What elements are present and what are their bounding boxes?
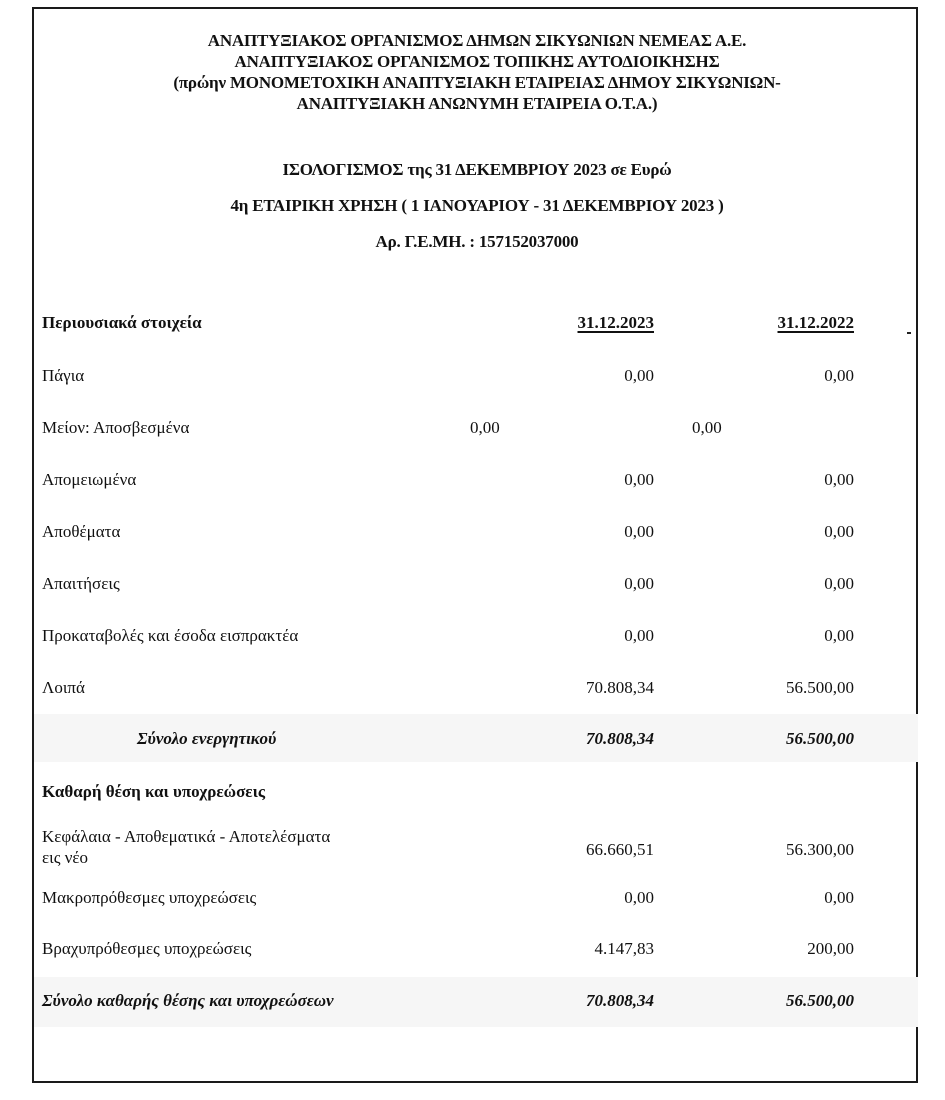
value-2023: 0,00: [624, 522, 654, 541]
value-2023: 0,00: [624, 626, 654, 645]
value-2023: 0,00: [624, 366, 654, 385]
column-header-2023: 31.12.2023: [577, 313, 654, 332]
value-2023: 66.660,51: [586, 840, 654, 859]
table-row: [34, 364, 920, 388]
fiscal-year: 4η ΕΤΑΙΡΙΚΗ ΧΡΗΣΗ ( 1 ΙΑΝΟΥΑΡΙΟΥ - 31 ΔΕΚΕΜΒΡΙΟΥ 2023 ): [230, 196, 724, 215]
column-header-2022: 31.12.2022: [777, 313, 854, 332]
value-2022: 0,00: [824, 626, 854, 645]
value-2022: 0,00: [824, 470, 854, 489]
total-liabilities-label: Σύνολο καθαρής θέσης και υποχρεώσεων: [42, 991, 334, 1010]
liabilities-heading-row: [34, 780, 920, 804]
value-2023: 0,00: [624, 888, 654, 907]
value-2022: 0,00: [824, 574, 854, 593]
total-assets-row: [34, 727, 920, 751]
table-row: [34, 572, 920, 596]
company-name-line: ΑΝΑΠΤΥΞΙΑΚΟΣ ΟΡΓΑΝΙΣΜΟΣ ΤΟΠΙΚΗΣ ΑΥΤΟΔΙΟΙΚΗΣΗΣ: [234, 52, 720, 71]
document-page: [32, 7, 918, 1083]
table-row: [34, 624, 920, 648]
company-header: [34, 30, 920, 114]
row-label: Προκαταβολές και έσοδα εισπρακτέα: [42, 626, 299, 645]
row-label: Μείον: Αποσβεσμένα: [42, 418, 190, 437]
registry-number: Αρ. Γ.Ε.ΜΗ. : 157152037000: [375, 232, 579, 251]
document-title: ΙΣΟΛΟΓΙΣΜΟΣ της 31 ΔΕΚΕΜΒΡΙΟΥ 2023 σε Ευρώ: [282, 160, 672, 179]
table-row: [34, 826, 920, 874]
table-row: [34, 886, 920, 910]
row-label: Αποθέματα: [42, 522, 121, 541]
value-2023: 4.147,83: [594, 939, 654, 958]
value-2022: 200,00: [807, 939, 854, 958]
row-label: Απαιτήσεις: [42, 574, 120, 593]
value-2023: 70.808,34: [586, 678, 654, 697]
value-2023: 0,00: [624, 470, 654, 489]
row-label: Πάγια: [42, 366, 85, 385]
row-label: Μακροπρόθεσμες υποχρεώσεις: [42, 888, 257, 907]
total-assets-2022: 56.500,00: [786, 729, 854, 748]
total-assets-2023: 70.808,34: [586, 729, 654, 748]
table-row: [34, 468, 920, 492]
total-liabilities-2022: 56.500,00: [786, 991, 854, 1010]
table-row: [34, 937, 920, 961]
row-label-line: Κεφάλαια - Αποθεματικά - Αποτελέσματα: [42, 827, 331, 846]
value-2022: 0,00: [824, 888, 854, 907]
subvalue-2022: 0,00: [692, 418, 722, 437]
company-name-line: ΑΝΑΠΤΥΞΙΑΚΟΣ ΟΡΓΑΝΙΣΜΟΣ ΔΗΜΩΝ ΣΙΚΥΩΝΙΩΝ ΝΕΜΕΑΣ Α.Ε.: [207, 31, 747, 50]
row-label: Λοιπά: [42, 678, 85, 697]
company-name-line: (πρώην ΜΟΝΟΜΕΤΟΧΙΚΗ ΑΝΑΠΤΥΞΙΑΚΗ ΕΤΑΙΡΕΙΑΣ ΔΗΜΟΥ ΣΙΚΥΩΝΙΩΝ-: [173, 73, 781, 92]
liabilities-heading: Καθαρή θέση και υποχρεώσεις: [42, 782, 266, 801]
table-row: [34, 676, 920, 700]
row-label: Βραχυπρόθεσμες υποχρεώσεις: [42, 939, 252, 958]
subvalue-2023: 0,00: [470, 418, 500, 437]
total-liabilities-row: [34, 989, 920, 1013]
assets-heading: Περιουσιακά στοιχεία: [42, 313, 202, 332]
value-2022: 56.300,00: [786, 840, 854, 859]
total-assets-label: Σύνολο ενεργητικού: [137, 729, 277, 748]
assets-heading-row: [34, 311, 920, 335]
value-2022: 56.500,00: [786, 678, 854, 697]
row-label: Απομειωμένα: [42, 470, 137, 489]
table-row: [34, 416, 920, 440]
value-2022: 0,00: [824, 366, 854, 385]
value-2023: 0,00: [624, 574, 654, 593]
company-name-line: ΑΝΑΠΤΥΞΙΑΚΗ ΑΝΩΝΥΜΗ ΕΤΑΙΡΕΙΑ Ο.Τ.Α.): [296, 94, 658, 113]
table-row: [34, 520, 920, 544]
value-2022: 0,00: [824, 522, 854, 541]
row-label: [42, 826, 330, 868]
row-label-line: εις νέο: [42, 848, 89, 867]
total-liabilities-2023: 70.808,34: [586, 991, 654, 1010]
